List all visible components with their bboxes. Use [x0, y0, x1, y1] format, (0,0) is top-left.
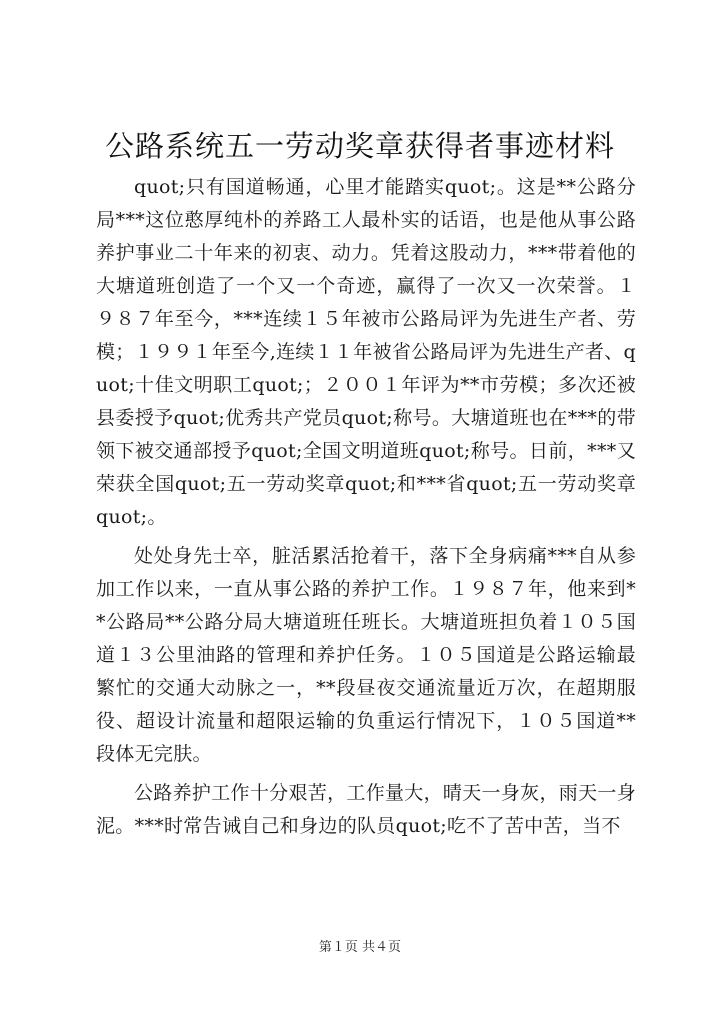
paragraph: 处处身先士卒，脏活累活抢着干，落下全身病痛***自从参加工作以来，一直从事公路的养护工作。１９８７年，他来到**公路局**公路分局大塘道班任班长。大塘道班担负着１０５国道１３公里油路的管理和养护任务。１０５国道是公路运输最繁忙的交通大动脉之一，**段昼夜交通流量近万次，在超期服役、超设计流量和超限运输的负重运行情况下，１０５国道**段体无完肤。	[96, 545, 636, 765]
document-body	[96, 171, 636, 849]
page-footer: 第１页 共４页	[318, 940, 402, 955]
document-title: 公路系统五一劳动奖章获得者事迹材料	[104, 129, 615, 163]
paragraph: 公路养护工作十分艰苦，工作量大，晴天一身灰，雨天一身泥。***时常告诫自己和身边的队员quot;吃不了苦中苦，当不	[96, 782, 636, 837]
paragraph: quot;只有国道畅通，心里才能踏实quot;。这是**公路分局***这位憨厚纯朴的养路工人最朴实的话语，也是他从事公路养护事业二十年来的初衷、动力。凭着这股动力，***带着他的大塘道班创造了一个又一个奇迹，赢得了一次又一次荣誉。１９８７年至今，***连续１５年被市公路局评为先进生产者、劳模；１９９１年至今,连续１１年被省公路局评为先进生产者、quot;十佳文明职工quot;；２００１年评为**市劳模；多次还被县委授予quot;优秀共产党员quot;称号。大塘道班也在***的带领下被交通部授予quot;全国文明道班quot;称号。日前，***又荣获全国quot;五一劳动奖章quot;和***省quot;五一劳动奖章quot;。	[96, 176, 636, 528]
